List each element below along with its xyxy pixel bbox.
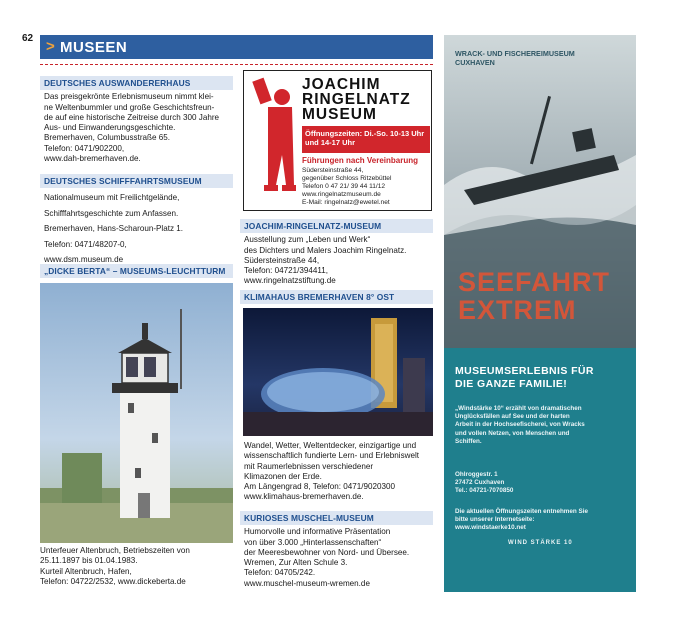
entry-dicke-berta-caption — [40, 546, 233, 587]
entry-schifffahrtsmuseum — [40, 174, 233, 268]
entry-klimahaus — [240, 290, 433, 306]
poster-address: Ohlroggestr. 1 27472 Cuxhaven Tel.: 04721-7070850 — [455, 471, 514, 495]
section-header — [40, 35, 433, 59]
lighthouse-image — [40, 283, 233, 543]
entry-heading: KURIOSES MUSCHEL-MUSEUM — [240, 511, 433, 525]
entry-text: Unterfeuer Altenbruch, Betriebszeiten von 25.11.1897 bis 01.04.1983. Kurteil Altenbruch, Hafen, Telefon: 04722/2532, www.dickeberta.de — [40, 546, 190, 586]
klimahaus-photo — [243, 308, 433, 436]
section-title: MUSEEN — [60, 39, 128, 56]
ringelnatz-figure-icon — [248, 75, 300, 207]
ad-museum-name: JOACHIM RINGELNATZ MUSEUM — [302, 76, 411, 123]
poster-description: „Windstärke 10“ erzählt von dramatischen Unglücksfällen auf See und der harten Arbeit in der Hochseefischerei, von Wracks und vollen Netzen, von Menschen und Schiffen. — [455, 405, 585, 445]
entry-klimahaus-text — [240, 441, 433, 503]
windstaerke-logo: WIND STÄRKE 10 — [508, 540, 573, 546]
ad-opening-hours: Öffnungszeiten: Di.-So. 10-13 Uhr und 14-17 Uhr — [302, 126, 430, 153]
entry-text: Ausstellung zum „Leben und Werk“ des Dichters und Malers Joachim Ringelnatz. Südersteinstraße 44, Telefon: 04721/394411, www.ringelnatzstiftung.de — [244, 235, 407, 286]
entry-text: Humorvolle und informative Präsentation von über 3.000 „Hinterlassenschaften“ der Meeresbewohner von Nord- und Übersee. Wremen, Zur Alten Schule 3. Telefon: 04705/242. www.muschel-museum-wremen.de — [244, 527, 410, 588]
page-number: 62 — [22, 33, 34, 44]
entry-auswandererhaus — [40, 76, 233, 164]
poster-headline: SEEFAHRT EXTREM — [458, 267, 611, 325]
chevron-right-icon: > — [46, 38, 55, 55]
entry-heading: „DICKE BERTA“ – MUSEUMS-LEUCHTTURM — [40, 264, 233, 278]
ringelnatz-advertisement — [243, 70, 432, 211]
ad-address: Südersteinstraße 44, gegenüber Schloss Ritzebüttel Telefon 0 47 21/ 39 44 11/12 www.ringelnatzmuseum.de E-Mail: ringelnatz@ewetel.net — [302, 167, 392, 206]
poster-museum-title: WRACK- UND FISCHEREIMUSEUM CUXHAVEN — [455, 49, 575, 67]
ad-tours: Führungen nach Vereinbarung — [302, 156, 419, 165]
entry-dicke-berta — [40, 264, 233, 280]
entry-heading: DEUTSCHES AUSWANDERERHAUS — [40, 76, 233, 90]
wrackmuseum-poster — [444, 35, 636, 592]
entry-text: Nationalmuseum mit Freilichtgelände, Schifffahrtsgeschichte zum Anfassen. Bremerhaven, Hans-Scharoun-Platz 1. Telefon: 0471/48207-0, www.dsm.museum.de — [44, 193, 184, 265]
poster-subtitle: MUSEUMSERLEBNIS FÜR DIE GANZE FAMILIE! — [455, 365, 594, 390]
poster-hours-note: Die aktuellen Öffnungszeiten entnehmen Sie bitte unserer Internetseite: www.windstaerke10.net — [455, 508, 588, 532]
entry-text: Wandel, Wetter, Weltentdecker, einzigartige und wissenschaftlich fundierte Lern- und Erlebniswelt mit Raumerlebnissen verschiedener Klimazonen der Erde. Am Längengrad 8, Telefon: 0471/9020300 www.klimahaus-bremerhaven.de. — [244, 441, 420, 502]
entry-heading: DEUTSCHES SCHIFFFAHRTSMUSEUM — [40, 174, 233, 188]
lighthouse-photo — [40, 283, 233, 543]
entry-muschel-museum — [240, 511, 433, 589]
divider — [40, 64, 433, 65]
entry-text: Das preisgekrönte Erlebnismuseum nimmt klei- ne Weltenbummler und große Geschichtsfreun- de auf eine historische Zeitreise durch 300 Jahre Aus- und Einwanderungsgeschichte. Bremerhaven, Columbusstraße 65. Telefon: 0471/902200, www.dah-bremerhaven.de. — [44, 92, 220, 164]
entry-heading: JOACHIM-RINGELNATZ-MUSEUM — [240, 219, 433, 233]
entry-heading: KLIMAHAUS BREMERHAVEN 8° OST — [240, 290, 433, 304]
klimahaus-image — [243, 308, 433, 436]
entry-ringelnatz — [240, 219, 433, 287]
